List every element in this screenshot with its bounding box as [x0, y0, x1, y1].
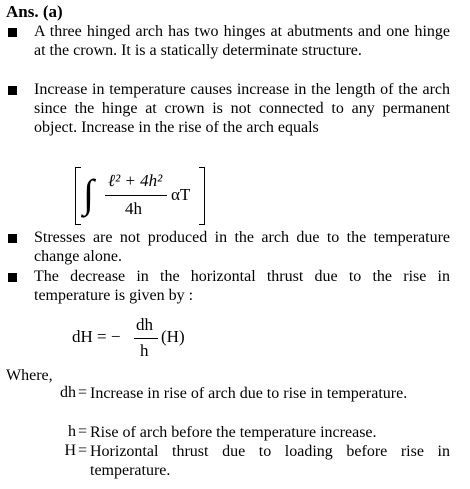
definition-text: Horizontal thrust due to loading before rise in temperature. — [90, 443, 450, 479]
integral-sign: ∫ — [83, 171, 94, 216]
bullet-item — [8, 22, 450, 60]
bullet-square-icon — [8, 273, 17, 282]
bullet-item — [8, 267, 450, 305]
alpha-t-factor: αT — [171, 185, 191, 204]
equation-lhs: dH = − — [72, 327, 121, 346]
bullet-text: Stresses are not produced in the arch due to the temperature change alone. — [34, 229, 450, 265]
definition-item — [30, 442, 450, 480]
left-square-bracket — [75, 167, 81, 225]
bullet-item — [8, 228, 450, 266]
equals-sign: = — [78, 423, 88, 440]
bullet-item — [8, 80, 450, 137]
bullet-text: A three hinged arch has two hinges at abutments and one hinge at the crown. It is a statically determinate structure. — [34, 23, 450, 59]
equals-sign: = — [78, 442, 88, 459]
bullet-square-icon — [8, 234, 17, 243]
rise-increase-equation — [75, 167, 205, 225]
definition-symbol: dh — [60, 384, 76, 401]
answer-heading: Ans. (a) — [6, 2, 63, 21]
definition-item — [30, 423, 450, 442]
fraction-bar — [134, 338, 158, 339]
bullet-text: Increase in temperature causes increase in the length of the arch since the hinge at crown is not connected to any permanent object. Increase in the rise of the arch equals — [34, 81, 450, 136]
equals-sign: = — [78, 384, 88, 401]
bullet-square-icon — [8, 86, 17, 95]
right-square-bracket — [199, 167, 205, 225]
equation-denominator: 4h — [125, 199, 142, 218]
equation-denominator: h — [140, 341, 149, 360]
equation-numerator: dh — [136, 315, 153, 334]
definition-symbol: H — [64, 442, 76, 459]
fraction-bar — [105, 195, 167, 196]
equation-rhs: (H) — [161, 327, 185, 346]
definition-symbol: h — [68, 423, 76, 440]
equation-numerator: ℓ² + 4h² — [108, 171, 163, 190]
definition-text: Rise of arch before the temperature increase. — [90, 424, 377, 441]
bullet-square-icon — [8, 28, 17, 37]
thrust-decrease-equation — [72, 315, 212, 365]
definition-text: Increase in rise of arch due to rise in temperature. — [90, 385, 408, 402]
bullet-text: The decrease in the horizontal thrust due to the rise in temperature is given by : — [34, 268, 450, 304]
where-label: Where, — [6, 367, 53, 384]
definition-item — [30, 384, 450, 403]
